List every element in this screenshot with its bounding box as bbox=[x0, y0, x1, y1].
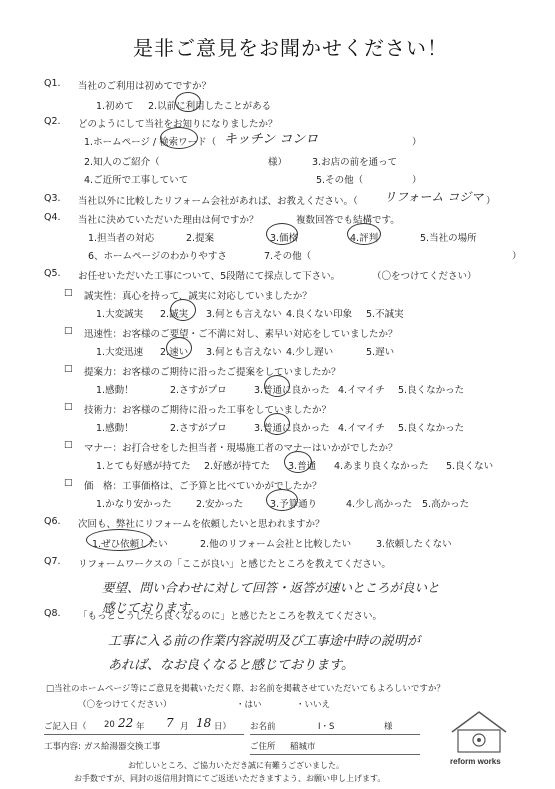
q5-answer-mark bbox=[166, 337, 192, 359]
consent-note: （〇をつけてください） bbox=[78, 700, 172, 710]
q4-option-5[interactable]: 5.当社の場所 bbox=[420, 233, 477, 244]
company-logo-text: reform works bbox=[450, 757, 501, 766]
q5-item-option[interactable]: 2.さすがプロ bbox=[170, 385, 227, 396]
date-era: 20 bbox=[104, 720, 115, 730]
q2-option-2[interactable]: 2.知人のご紹介（ bbox=[84, 157, 160, 168]
q7-handwritten-line-1: 要望、問い合わせに対して回答・返答が速いところが良いと bbox=[102, 580, 440, 595]
q5-checkbox[interactable]: □ bbox=[64, 402, 73, 412]
q2-number: Q2. bbox=[44, 116, 61, 127]
q5-checkbox[interactable]: □ bbox=[64, 440, 73, 450]
q2-option-1[interactable]: 1.ホームページ / 検索ワード（ bbox=[84, 137, 217, 148]
q5-item-option[interactable]: 4.良くない印象 bbox=[286, 309, 353, 320]
consent-no[interactable]: ・いいえ bbox=[296, 700, 331, 710]
address-underline bbox=[250, 754, 420, 755]
reform-works-house-icon bbox=[446, 708, 512, 756]
q5-item-option[interactable]: 2.速い bbox=[160, 347, 189, 358]
q5-checkbox[interactable]: □ bbox=[64, 326, 73, 336]
q4-option-6[interactable]: 6、ホームページのわかりやすさ bbox=[88, 251, 227, 262]
q5-item-label: 迅速性：お客様のご要望・ご不満に対し、素早い対応をしていましたか？ bbox=[84, 329, 398, 340]
q2-option-5[interactable]: 5.その他（ bbox=[316, 175, 364, 186]
q5-answer-mark bbox=[264, 375, 290, 397]
thanks-line-2: お手数ですが、同封の返信用封筒にてご返送いただきますよう、お願い申し上げます。 bbox=[74, 774, 386, 783]
q5-answer-mark bbox=[170, 299, 196, 321]
q4-answer-mark-price bbox=[266, 223, 298, 245]
q6-option-3[interactable]: 3.依頼したくない bbox=[376, 539, 452, 550]
name-underline bbox=[250, 734, 420, 735]
q2-question: どのようにして当社をお知りになりましたか？ bbox=[78, 119, 278, 130]
q4-option-3[interactable]: 3.価格 bbox=[270, 233, 299, 244]
q4-option-2[interactable]: 2.提案 bbox=[186, 233, 215, 244]
q8-handwritten-line-1: 工事に入る前の作業内容説明及び工事途中時の説明が bbox=[108, 634, 421, 649]
q5-item-option[interactable]: 4.あまり良くなかった bbox=[334, 461, 429, 472]
name-sama: 様 bbox=[384, 722, 393, 732]
q3-question: 当社以外に比較したリフォーム会社があれば、お教えください。（ bbox=[78, 196, 358, 207]
q7-question: リフォームワークスの「ここが良い」と感じたところを教えてください。 bbox=[78, 559, 391, 570]
q5-note: （〇をつけてください） bbox=[372, 271, 477, 282]
q6-answer-mark bbox=[86, 529, 152, 551]
q5-item-option[interactable]: 2.誠実 bbox=[160, 309, 189, 320]
q5-answer-mark bbox=[284, 451, 312, 473]
name-value: I・S bbox=[318, 722, 335, 732]
date-label: ご記入日（ bbox=[44, 722, 87, 732]
q2-close-paren: ） bbox=[412, 137, 422, 148]
q1-answer-mark bbox=[175, 92, 201, 112]
q5-item-option[interactable]: 5.遅い bbox=[366, 347, 395, 358]
q2-option-4[interactable]: 4.ご近所で工事していて bbox=[84, 175, 189, 186]
q2-option-3[interactable]: 3.お店の前を通って bbox=[312, 157, 398, 168]
q5-item-option[interactable]: 4.少し高かった bbox=[346, 499, 413, 510]
q7-number: Q7. bbox=[44, 556, 61, 567]
q6-option-2[interactable]: 2.他のリフォーム会社と比較したい bbox=[200, 539, 352, 550]
q5-item-label: 誠実性：真心を持って、誠実に対応していましたか？ bbox=[84, 291, 312, 302]
q5-answer-mark bbox=[266, 489, 298, 511]
q5-item-option[interactable]: 5.不誠実 bbox=[366, 309, 404, 320]
name-label: お名前 bbox=[250, 722, 276, 732]
q5-item-option[interactable]: 3.普通 bbox=[288, 461, 317, 472]
q4-option-4[interactable]: 4.評判 bbox=[350, 233, 379, 244]
work-value: ガス給湯器交換工事 bbox=[84, 742, 161, 752]
date-month: 7 bbox=[166, 716, 174, 730]
q5-item-option[interactable]: 1.かなり安かった bbox=[96, 499, 172, 510]
q1-option-1[interactable]: 1.初めて bbox=[96, 101, 134, 112]
date-year: 22 bbox=[118, 716, 134, 730]
q5-item-option[interactable]: 5.良くない bbox=[446, 461, 494, 472]
q6-number: Q6. bbox=[44, 516, 61, 527]
q8-number: Q8. bbox=[44, 608, 61, 619]
q5-item-option[interactable]: 1.大変迅速 bbox=[96, 347, 144, 358]
q5-item-option[interactable]: 5.高かった bbox=[422, 499, 470, 510]
q5-item-option[interactable]: 1.大変誠実 bbox=[96, 309, 144, 320]
q5-checkbox[interactable]: □ bbox=[64, 478, 73, 488]
q5-number: Q5. bbox=[44, 268, 61, 279]
q3-close-paren: ） bbox=[486, 196, 496, 207]
q4-number: Q4. bbox=[44, 212, 61, 223]
q5-item-option[interactable]: 3.何とも言えない bbox=[206, 309, 282, 320]
q5-item-option[interactable]: 4.イマイチ bbox=[338, 385, 385, 396]
date-year-unit: 年 bbox=[136, 722, 145, 732]
q5-item-option[interactable]: 3.予算通り bbox=[270, 499, 318, 510]
q1-option-2[interactable]: 2.以前に利用したことがある bbox=[148, 101, 272, 112]
q4-question: 当社に決めていただいた理由は何ですか？ bbox=[78, 215, 259, 226]
q3-handwritten-answer: リフォーム コジマ bbox=[384, 190, 484, 204]
q2-answer-mark bbox=[160, 127, 198, 149]
q5-checkbox[interactable]: □ bbox=[64, 288, 73, 298]
q3-number: Q3. bbox=[44, 193, 61, 204]
q4-close-paren: ） bbox=[512, 251, 522, 262]
q5-item-option[interactable]: 1.とても好感が持てた bbox=[96, 461, 191, 472]
date-month-unit: 月 bbox=[180, 722, 189, 732]
q5-item-option[interactable]: 3.普通に良かった bbox=[254, 423, 330, 434]
date-underline bbox=[44, 734, 244, 735]
q5-item-option[interactable]: 3.何とも言えない bbox=[206, 347, 282, 358]
q4-option-7[interactable]: 7.その他（ bbox=[264, 251, 312, 262]
q2-sama: 様） bbox=[268, 157, 288, 168]
work-label: 工事内容: bbox=[44, 742, 81, 752]
q2-handwritten-keyword: キッチン コンロ bbox=[224, 132, 319, 147]
page-title: 是非ご意見をお聞かせください！ bbox=[133, 36, 448, 60]
q8-handwritten-line-2: あれば、なお良くなると感じております。 bbox=[108, 658, 354, 673]
q5-item-label: 技術力：お客様のご期待に沿った工事をしていましたか？ bbox=[84, 405, 332, 416]
q5-question: お任せいただいた工事について、5段階にて採点して下さい。 bbox=[78, 271, 341, 282]
consent-question: □当社のホームページ等にご意見を掲載いただく際、お名前を掲載させていただいてもよろしいですか？ bbox=[46, 684, 445, 694]
q5-item-option[interactable]: 2.さすがプロ bbox=[170, 423, 227, 434]
q5-item-option[interactable]: 2.安かった bbox=[196, 499, 244, 510]
q4-answer-mark-reputation bbox=[347, 223, 381, 245]
address-value: 稲城市 bbox=[290, 742, 316, 752]
q5-item-label: 提案力：お客様のご期待に沿ったご提案をしていましたか？ bbox=[84, 367, 341, 378]
q5-item-option[interactable]: 4.イマイチ bbox=[338, 423, 385, 434]
thanks-line-1: お忙しいところ、ご協力いただき誠に有難うございました。 bbox=[128, 761, 344, 770]
q5-item-option[interactable]: 1.感動！ bbox=[96, 423, 134, 434]
q5-item-option[interactable]: 5.良くなかった bbox=[398, 423, 465, 434]
address-label: ご住所 bbox=[250, 742, 276, 752]
q6-question: 次回も、弊社にリフォームを依頼したいと思われますか？ bbox=[78, 519, 325, 530]
q5-item-label: マナー：お打合せをした担当者・現場施工者のマナーはいかがでしたか？ bbox=[84, 443, 398, 454]
q5-checkbox[interactable]: □ bbox=[64, 364, 73, 374]
q4-option-1[interactable]: 1.担当者の対応 bbox=[88, 233, 155, 244]
q5-item-option[interactable]: 4.少し遅い bbox=[286, 347, 334, 358]
q2-close-paren-5: ） bbox=[412, 175, 422, 186]
q5-item-label: 価 格：工事価格は、ご予算と比べていかがでしたか？ bbox=[84, 481, 322, 492]
q6-option-1[interactable]: 1.ぜひ依頼したい bbox=[92, 539, 168, 550]
q1-question: 当社のご利用は初めてですか？ bbox=[78, 81, 212, 92]
q5-item-option[interactable]: 1.感動！ bbox=[96, 385, 134, 396]
q5-answer-mark bbox=[264, 413, 290, 435]
q4-note: 複数回答でも結構です。 bbox=[296, 215, 400, 226]
q5-item-option[interactable]: 3.普通に良かった bbox=[254, 385, 330, 396]
date-day: 18 bbox=[196, 716, 212, 730]
q5-item-option[interactable]: 2.好感が持てた bbox=[204, 461, 271, 472]
q1-number: Q1. bbox=[44, 78, 61, 89]
q5-item-option[interactable]: 5.良くなかった bbox=[398, 385, 465, 396]
date-day-unit: 日） bbox=[214, 722, 232, 732]
q7-handwritten-line-2: 感じております。 bbox=[102, 600, 202, 615]
consent-yes[interactable]: ・はい bbox=[236, 700, 262, 710]
q8-question: 「もっとこうしたら良くなるのに」と感じたところを教えてください。 bbox=[78, 611, 383, 622]
